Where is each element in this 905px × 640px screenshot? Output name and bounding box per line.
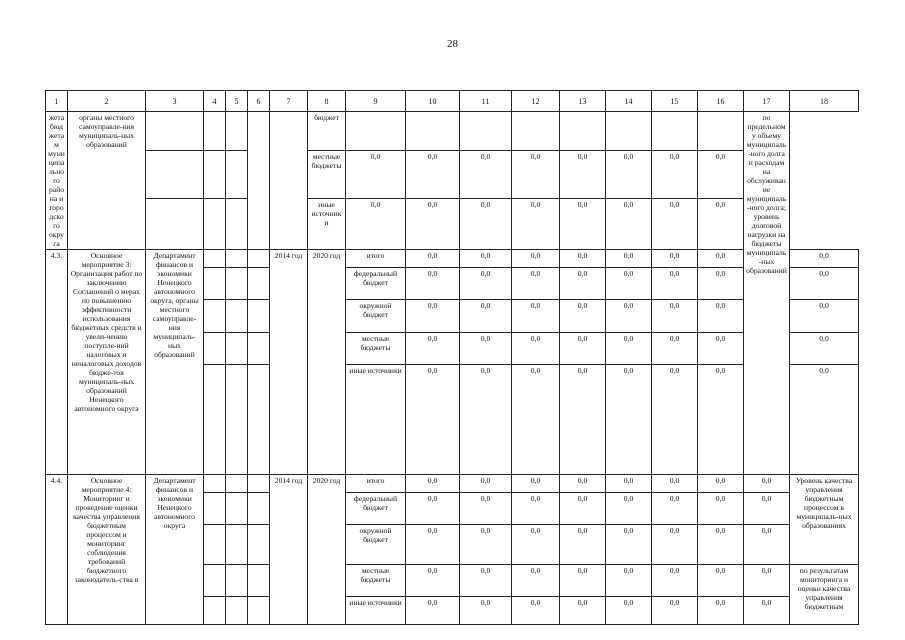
col-header: 17 [744, 91, 790, 112]
activity-code: 4.3. [46, 250, 68, 475]
table-row [46, 198, 859, 249]
value-cell: 0,0 [606, 525, 652, 565]
value-cell: 0,0 [560, 198, 606, 249]
value-cell: 0,0 [512, 565, 560, 597]
empty-cell [226, 365, 248, 475]
value-cell: 0,0 [698, 525, 744, 565]
value-cell: 0,0 [406, 300, 460, 333]
empty-cell [204, 150, 226, 198]
col-header: 9 [346, 91, 406, 112]
funding-source: итого [346, 250, 406, 268]
empty-cell [248, 300, 270, 333]
executor: Департамент финансов и экономики Ненецкого автономного округа, органы местного самоуправле-ния муниципаль-ных образований [146, 250, 204, 475]
value-cell: 0,0 [460, 300, 512, 333]
value-cell: 0,0 [790, 268, 859, 300]
value-cell [606, 112, 652, 151]
value-cell: 0,0 [460, 365, 512, 475]
col-header: 12 [512, 91, 560, 112]
value-cell: 0,0 [652, 475, 698, 493]
value-cell: 0,0 [406, 268, 460, 300]
empty-cell [248, 268, 270, 300]
value-cell: 0,0 [606, 565, 652, 597]
value-cell: 0,0 [744, 565, 790, 597]
value-cell: 0,0 [460, 150, 512, 198]
empty-cell [226, 525, 248, 565]
value-cell: 0,0 [406, 333, 460, 365]
value-cell: 0,0 [406, 150, 460, 198]
indicator-description: по предельному объему муниципаль-ного долга и расходам на обслуживание муниципаль-ного долга; уровень долговой нагрузки на бюджеты муниципаль-ных образований [744, 112, 790, 475]
col-header: 4 [204, 91, 226, 112]
value-cell: 0,0 [744, 475, 790, 493]
value-cell: 0,0 [460, 525, 512, 565]
value-cell [560, 112, 606, 151]
funding-source: местные бюджеты [308, 150, 346, 198]
col-header: 1 [46, 91, 68, 112]
empty-cell [226, 198, 248, 249]
value-cell: 0,0 [512, 300, 560, 333]
value-cell: 0,0 [606, 150, 652, 198]
value-cell: 0,0 [652, 565, 698, 597]
value-cell: 0,0 [698, 198, 744, 249]
funding-source: федеральный бюджет [346, 268, 406, 300]
col-header: 11 [460, 91, 512, 112]
funding-source: иные источники [346, 365, 406, 475]
col-header: 15 [652, 91, 698, 112]
empty-cell [248, 250, 270, 268]
value-cell: 0,0 [606, 333, 652, 365]
table-row [46, 250, 859, 268]
value-cell: 0,0 [698, 565, 744, 597]
value-cell: 0,0 [560, 268, 606, 300]
empty-cell [248, 525, 270, 565]
empty-cell [204, 565, 226, 597]
value-cell: 0,0 [406, 565, 460, 597]
empty-cell [226, 565, 248, 597]
value-cell: 0,0 [652, 597, 698, 625]
value-cell: 0,0 [406, 525, 460, 565]
value-cell: 0,0 [606, 300, 652, 333]
value-cell: 0,0 [460, 250, 512, 268]
empty-cell [226, 475, 248, 493]
empty-cell [248, 333, 270, 365]
value-cell: 0,0 [560, 333, 606, 365]
value-cell [652, 112, 698, 151]
value-cell [698, 112, 744, 151]
start-year: 2014 год [270, 475, 308, 625]
col-header: 14 [606, 91, 652, 112]
value-cell: 0,0 [560, 300, 606, 333]
empty-cell [248, 597, 270, 625]
value-cell: 0,0 [744, 525, 790, 565]
col-header: 10 [406, 91, 460, 112]
value-cell: 0,0 [698, 300, 744, 333]
value-cell: 0,0 [652, 525, 698, 565]
funding-source: местные бюджеты [346, 565, 406, 597]
col-header: 5 [226, 91, 248, 112]
value-cell [346, 112, 406, 151]
value-cell: 0,0 [560, 597, 606, 625]
value-cell: 0,0 [744, 597, 790, 625]
value-cell: 0,0 [460, 565, 512, 597]
value-cell: 0,0 [606, 475, 652, 493]
value-cell: 0,0 [652, 268, 698, 300]
value-cell: 0,0 [698, 333, 744, 365]
empty-cell [204, 268, 226, 300]
value-cell: 0,0 [652, 150, 698, 198]
value-cell: 0,0 [512, 333, 560, 365]
value-cell: 0,0 [790, 250, 859, 268]
end-year: 2020 год [308, 250, 346, 475]
value-cell: 0,0 [698, 365, 744, 475]
empty-cell [226, 597, 248, 625]
value-cell: 0,0 [560, 475, 606, 493]
value-cell: 0,0 [406, 475, 460, 493]
value-cell: 0,0 [560, 565, 606, 597]
activity-description: жета бюджетам муниципального района и городского округа [46, 112, 68, 250]
value-cell: 0,0 [460, 333, 512, 365]
funding-source: окружной бюджет [346, 525, 406, 565]
value-cell: 0,0 [460, 268, 512, 300]
program-table [45, 90, 859, 625]
empty-cell [226, 268, 248, 300]
empty-cell [226, 250, 248, 268]
empty-cell [248, 493, 270, 525]
empty-cell [204, 475, 226, 493]
funding-source: федеральный бюджет [346, 493, 406, 525]
col-header: 3 [146, 91, 204, 112]
funding-source: иные источники [346, 597, 406, 625]
empty-cell [204, 597, 226, 625]
header-row [46, 91, 859, 112]
value-cell: 0,0 [512, 475, 560, 493]
value-cell: 0,0 [460, 597, 512, 625]
col-header: 6 [248, 91, 270, 112]
empty-cell [146, 198, 204, 249]
value-cell: 0,0 [560, 525, 606, 565]
empty-cell [226, 112, 248, 151]
activity-description: Основное мероприятие 3: Организация работ по заключению Соглашений о мерах по повышению эффективности использования бюджетных средств и увели-чению поступле-ний налоговых и неналоговых доходов бюдже-тов муниципаль-ных образований Ненецкого автономного округа [68, 250, 146, 475]
funding-source: итого [346, 475, 406, 493]
value-cell: 0,0 [698, 493, 744, 525]
value-cell: 0,0 [560, 150, 606, 198]
value-cell: 0,0 [460, 475, 512, 493]
empty-cell [146, 112, 204, 151]
value-cell: 0,0 [790, 365, 859, 475]
value-cell: 0,0 [406, 365, 460, 475]
value-cell: 0,0 [698, 250, 744, 268]
empty-cell [248, 475, 270, 493]
value-cell: 0,0 [744, 493, 790, 525]
value-cell: 0,0 [512, 250, 560, 268]
value-cell: 0,0 [460, 493, 512, 525]
empty-cell [204, 198, 226, 249]
empty-cell [204, 250, 226, 268]
value-cell: 0,0 [406, 198, 460, 249]
value-cell: 0,0 [698, 268, 744, 300]
value-cell: 0,0 [606, 268, 652, 300]
value-cell: 0,0 [406, 493, 460, 525]
executor: органы местного самоуправле-ния муниципаль-ных образований [68, 112, 146, 250]
value-cell [512, 112, 560, 151]
empty-cell [226, 150, 248, 198]
empty-cell [248, 365, 270, 475]
empty-cell [226, 333, 248, 365]
value-cell: 0,0 [512, 525, 560, 565]
funding-source: окружной бюджет [346, 300, 406, 333]
value-cell: 0,0 [790, 300, 859, 333]
start-year [248, 112, 270, 250]
value-cell: 0,0 [790, 333, 859, 365]
value-cell: 0,0 [512, 493, 560, 525]
col-header: 7 [270, 91, 308, 112]
value-cell: 0,0 [606, 493, 652, 525]
indicator-description: по результатам мониторинга и оценки качества управления бюджетным [790, 565, 859, 625]
value-cell: 0,0 [406, 250, 460, 268]
executor: Департамент финансов и экономики Ненецкого автономного округа [146, 475, 204, 625]
value-cell: 0,0 [512, 198, 560, 249]
value-cell: 0,0 [652, 300, 698, 333]
value-cell: 0,0 [606, 198, 652, 249]
funding-source: иные источники [308, 198, 346, 249]
table-row [46, 112, 859, 151]
empty-cell [226, 300, 248, 333]
funding-source: бюджет [308, 112, 346, 151]
empty-cell [204, 365, 226, 475]
col-header: 2 [68, 91, 146, 112]
value-cell: 0,0 [606, 597, 652, 625]
end-year [270, 112, 308, 250]
value-cell: 0,0 [652, 365, 698, 475]
value-cell: 0,0 [406, 597, 460, 625]
value-cell: 0,0 [698, 475, 744, 493]
value-cell: 0,0 [652, 198, 698, 249]
empty-cell [204, 525, 226, 565]
start-year: 2014 год [270, 250, 308, 475]
value-cell: 0,0 [652, 493, 698, 525]
value-cell: 0,0 [512, 365, 560, 475]
value-cell: 0,0 [346, 198, 406, 249]
value-cell: 0,0 [606, 365, 652, 475]
value-cell: 0,0 [606, 250, 652, 268]
page-number: 28 [447, 38, 458, 50]
col-header: 18 [790, 91, 859, 112]
col-header: 16 [698, 91, 744, 112]
value-cell: 0,0 [698, 150, 744, 198]
value-cell [406, 112, 460, 151]
value-cell: 0,0 [512, 150, 560, 198]
activity-code: 4.4. [46, 475, 68, 625]
empty-cell [204, 493, 226, 525]
value-cell: 0,0 [512, 268, 560, 300]
value-cell: 0,0 [560, 493, 606, 525]
value-cell: 0,0 [346, 150, 406, 198]
value-cell: 0,0 [560, 365, 606, 475]
value-cell: 0,0 [460, 198, 512, 249]
indicator-description: Уровень качества управления бюджетным процессом в муниципаль-ных образованиях [790, 475, 859, 565]
value-cell: 0,0 [652, 333, 698, 365]
empty-cell [226, 493, 248, 525]
empty-cell [204, 300, 226, 333]
col-header: 8 [308, 91, 346, 112]
table-row [46, 150, 859, 198]
empty-cell [204, 112, 226, 151]
col-header: 13 [560, 91, 606, 112]
end-year: 2020 год [308, 475, 346, 625]
empty-cell [146, 150, 204, 198]
value-cell [460, 112, 512, 151]
value-cell: 0,0 [560, 250, 606, 268]
empty-cell [248, 565, 270, 597]
table-row [46, 475, 859, 493]
activity-description: Основное мероприятие 4: Мониторинг и проведение оценки качества управления бюджетным процессом и мониторинг соблюдения требований бюджетного законодатель-ства в [68, 475, 146, 625]
value-cell: 0,0 [652, 250, 698, 268]
empty-cell [204, 333, 226, 365]
funding-source: местные бюджеты [346, 333, 406, 365]
value-cell: 0,0 [512, 597, 560, 625]
value-cell: 0,0 [698, 597, 744, 625]
